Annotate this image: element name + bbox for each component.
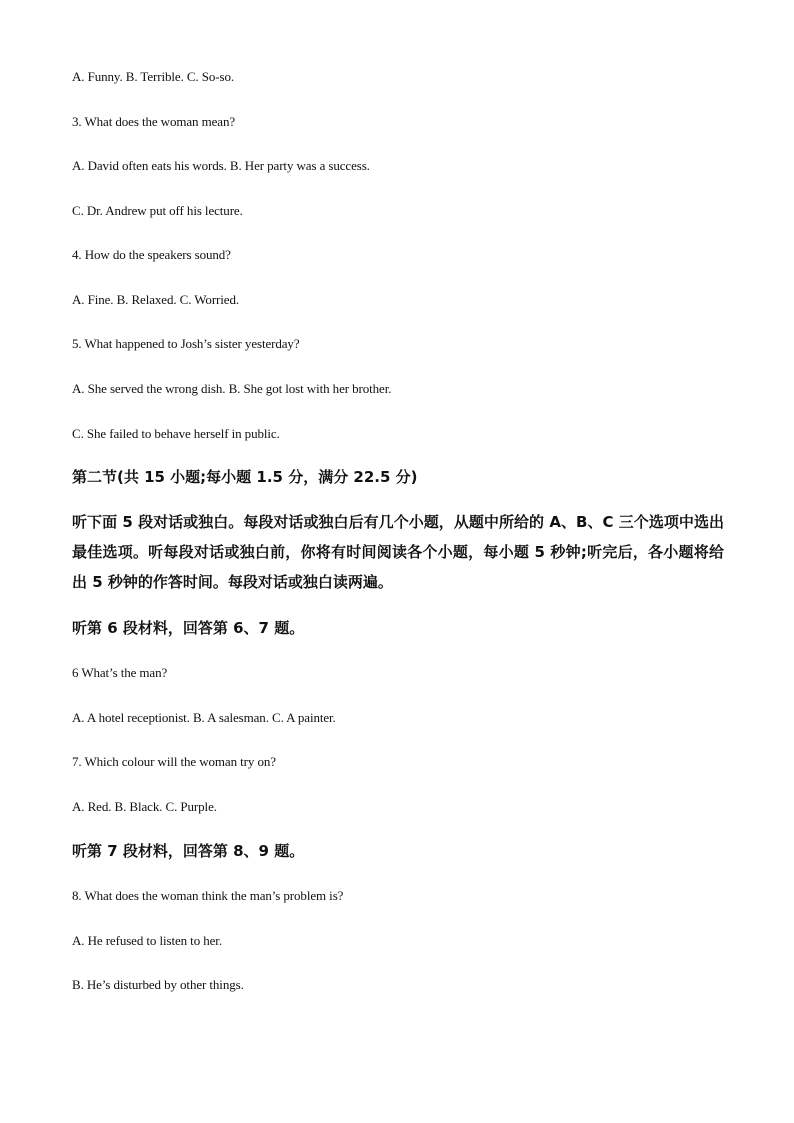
passage-7-heading: 听第 7 段材料，回答第 8、9 题。 (72, 842, 305, 860)
q6-question: 6 What’s the man? (72, 665, 168, 680)
q7-question: 7. Which colour will the woman try on? (72, 754, 276, 769)
q2-options: A. Funny. B. Terrible. C. So-so. (72, 69, 235, 84)
q4-question: 4. How do the speakers sound? (72, 247, 231, 262)
q8-option-a: A. He refused to listen to her. (72, 933, 222, 948)
q3-question: 3. What does the woman mean? (72, 114, 236, 129)
q5-options-ab: A. She served the wrong dish. B. She got lost with her brother. (72, 381, 392, 396)
q7-options: A. Red. B. Black. C. Purple. (72, 799, 217, 814)
q5-question: 5. What happened to Josh’s sister yesterday? (72, 336, 300, 351)
passage-6-heading: 听第 6 段材料，回答第 6、7 题。 (72, 619, 305, 637)
q8-question: 8. What does the woman think the man’s problem is? (72, 888, 344, 903)
q4-options: A. Fine. B. Relaxed. C. Worried. (72, 292, 240, 307)
q6-options: A. A hotel receptionist. B. A salesman. C. A painter. (72, 710, 336, 725)
q3-option-c: C. Dr. Andrew put off his lecture. (72, 203, 243, 218)
section-2-instructions: 听下面 5 段对话或独白。每段对话或独白后有几个小题，从题中所给的 A、B、C 三个选项中选出最佳选项。听每段对话或独白前，你将有时间阅读各个小题，每小题 5 秒钟;听完后，各小题将给出 5 秒钟的作答时间。每段对话或独白读两遍。 (72, 513, 724, 591)
q5-option-c: C. She failed to behave herself in public. (72, 426, 280, 441)
q3-options-ab: A. David often eats his words. B. Her party was a success. (72, 158, 370, 173)
section-2-title: 第二节(共 15 小题;每小题 1.5 分，满分 22.5 分) (72, 468, 418, 486)
q8-option-b: B. He’s disturbed by other things. (72, 977, 244, 992)
